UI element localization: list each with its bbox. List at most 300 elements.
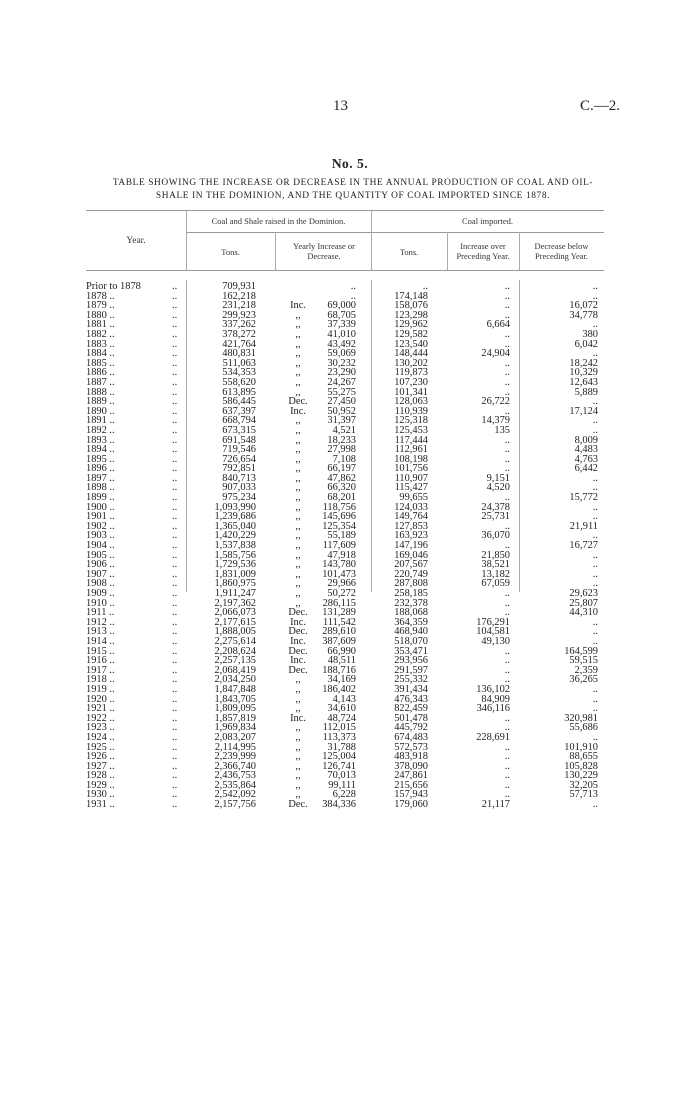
- year-cell: [86, 685, 186, 695]
- change-prefix: ,,: [295, 541, 301, 551]
- increase-cell: ..: [504, 310, 510, 321]
- yearly-change-cell: [278, 714, 366, 724]
- leader-dots: ..: [172, 723, 178, 733]
- decrease-cell: 105,828: [564, 761, 598, 772]
- change-prefix: ,,: [295, 329, 301, 340]
- change-amount: 4,143: [332, 694, 356, 705]
- year-label: 1920 ..: [86, 694, 115, 705]
- change-amount: 48,724: [327, 713, 356, 724]
- year-label: 1930 ..: [86, 790, 115, 801]
- year-cell: [86, 301, 186, 311]
- year-cell: [86, 388, 186, 398]
- change-prefix: ,,: [295, 732, 301, 743]
- table-row: [86, 407, 608, 417]
- header-yearly-change: Yearly Increase or Decrease.: [293, 241, 355, 261]
- tons-cell: 1,729,536: [214, 560, 256, 570]
- increase-cell: 228,691: [476, 732, 510, 743]
- leader-dots: ..: [172, 560, 178, 570]
- table-row: [86, 733, 608, 743]
- increase-cell: 13,182: [481, 569, 510, 580]
- decrease-cell: ..: [592, 502, 598, 513]
- table-row: [86, 282, 608, 292]
- leader-dots: ..: [172, 771, 178, 781]
- increase-cell: ..: [504, 541, 510, 551]
- year-cell: [86, 647, 186, 657]
- year-label: 1889 ..: [86, 397, 115, 407]
- imported-tons-cell: 378,090: [394, 761, 428, 772]
- tons-cell: 668,794: [222, 416, 256, 426]
- increase-cell: ..: [504, 368, 510, 378]
- leader-dots: ..: [172, 684, 178, 695]
- production-table: [86, 282, 608, 810]
- table-row: [86, 695, 608, 705]
- table-row: [86, 445, 608, 455]
- tons-cell: 1,831,009: [214, 569, 256, 580]
- tons-cell: 1,093,990: [214, 502, 256, 513]
- decrease-cell: 34,778: [569, 310, 598, 321]
- change-amount: 118,756: [322, 502, 356, 513]
- year-cell: [86, 359, 186, 369]
- year-cell: [86, 349, 186, 359]
- increase-cell: 346,116: [476, 704, 510, 714]
- change-prefix: ,,: [295, 435, 301, 446]
- decrease-cell: ..: [592, 483, 598, 494]
- increase-cell: ..: [504, 608, 510, 618]
- increase-cell: ..: [504, 665, 510, 676]
- tons-cell: 480,831: [222, 349, 256, 359]
- leader-dots: ..: [172, 598, 178, 609]
- table-row: [86, 618, 608, 628]
- change-amount: 113,373: [322, 732, 356, 743]
- change-prefix: ,,: [295, 368, 301, 378]
- year-label: 1905 ..: [86, 550, 115, 561]
- change-prefix: ,,: [295, 473, 301, 484]
- imported-tons-cell: 123,298: [394, 310, 428, 321]
- tons-cell: 673,315: [222, 425, 256, 436]
- change-prefix: Dec.: [288, 665, 308, 676]
- change-prefix: ,,: [295, 493, 301, 503]
- change-amount: 30,232: [327, 358, 356, 369]
- leader-dots: ..: [172, 752, 178, 762]
- leader-dots: ..: [172, 502, 178, 513]
- increase-cell: ..: [504, 339, 510, 350]
- decrease-cell: 6,442: [574, 464, 598, 474]
- imported-tons-cell: 247,861: [394, 771, 428, 781]
- year-cell: [86, 599, 186, 609]
- change-prefix: ,,: [295, 675, 301, 685]
- change-amount: 70,013: [327, 771, 356, 781]
- imported-tons-cell: 125,453: [394, 425, 428, 436]
- increase-cell: 9,151: [486, 473, 510, 484]
- change-prefix: Inc.: [290, 617, 306, 628]
- year-label: 1927 ..: [86, 761, 115, 772]
- increase-cell: ..: [504, 291, 510, 302]
- tons-cell: 726,654: [222, 454, 256, 465]
- increase-cell: 136,102: [476, 684, 510, 695]
- leader-dots: ..: [172, 780, 178, 791]
- table-row: [86, 771, 608, 781]
- yearly-change-cell: [278, 560, 366, 570]
- tons-cell: 1,860,975: [214, 579, 256, 589]
- change-amount: 143,780: [322, 560, 356, 570]
- decrease-cell: ..: [592, 579, 598, 589]
- year-cell: [86, 627, 186, 637]
- increase-cell: ..: [504, 752, 510, 762]
- leader-dots: ..: [172, 282, 178, 292]
- yearly-change-cell: [278, 733, 366, 743]
- leader-dots: ..: [172, 742, 178, 753]
- imported-tons-cell: 130,202: [394, 358, 428, 369]
- yearly-change-cell: [278, 800, 366, 810]
- year-cell: [86, 378, 186, 388]
- decrease-cell: 44,310: [569, 608, 598, 618]
- decrease-cell: 6,042: [574, 339, 598, 350]
- tons-cell: 1,969,834: [214, 723, 256, 733]
- yearly-change-cell: [278, 340, 366, 350]
- change-amount: 59,069: [327, 349, 356, 359]
- decrease-cell: ..: [592, 636, 598, 647]
- increase-cell: ..: [504, 723, 510, 733]
- change-amount: 23,290: [327, 368, 356, 378]
- leader-dots: ..: [172, 589, 178, 599]
- table-row: [86, 503, 608, 513]
- year-label: 1882 ..: [86, 329, 115, 340]
- decrease-cell: 36,265: [569, 675, 598, 685]
- year-label: 1923 ..: [86, 723, 115, 733]
- tons-cell: 337,262: [222, 320, 256, 330]
- change-prefix: ,,: [295, 445, 301, 455]
- year-label: 1897 ..: [86, 473, 115, 484]
- imported-tons-cell: 123,540: [394, 339, 428, 350]
- year-cell: [86, 570, 186, 580]
- imported-tons-cell: 112,961: [394, 445, 428, 455]
- increase-cell: ..: [504, 790, 510, 801]
- change-prefix: ,,: [295, 464, 301, 474]
- year-cell: [86, 531, 186, 541]
- yearly-change-cell: [278, 407, 366, 417]
- tons-cell: 1,809,095: [214, 704, 256, 714]
- change-amount: 7,108: [332, 454, 356, 465]
- year-cell: [86, 637, 186, 647]
- change-prefix: ,,: [295, 598, 301, 609]
- table-row: [86, 762, 608, 772]
- page-number: 13: [333, 98, 348, 114]
- change-prefix: ,,: [295, 589, 301, 599]
- imported-tons-cell: 518,070: [394, 636, 428, 647]
- change-amount: 66,320: [327, 483, 356, 494]
- year-cell: [86, 522, 186, 532]
- year-label: 1892 ..: [86, 425, 115, 436]
- decrease-cell: 12,643: [569, 377, 598, 388]
- increase-cell: 6,664: [486, 320, 510, 330]
- change-amount: 48,511: [327, 656, 356, 666]
- change-prefix: ,,: [295, 377, 301, 388]
- year-label: 1899 ..: [86, 493, 115, 503]
- table-row: [86, 320, 608, 330]
- tons-cell: 1,420,229: [214, 531, 256, 542]
- yearly-change-cell: [278, 282, 366, 292]
- imported-tons-cell: 157,943: [394, 790, 428, 801]
- change-amount: 66,197: [327, 464, 356, 474]
- imported-tons-cell: 258,185: [394, 589, 428, 599]
- yearly-change-cell: [278, 675, 366, 685]
- change-amount: 387,609: [322, 636, 356, 647]
- table-row: [86, 464, 608, 474]
- tons-cell: 511,063: [222, 358, 256, 369]
- change-prefix: ,,: [295, 387, 301, 398]
- year-cell: [86, 608, 186, 618]
- year-label: 1884 ..: [86, 349, 115, 359]
- year-label: 1881 ..: [86, 320, 115, 330]
- leader-dots: ..: [172, 349, 178, 359]
- leader-dots: ..: [172, 800, 178, 810]
- tons-cell: 378,272: [222, 329, 256, 340]
- change-amount: ..: [350, 291, 356, 302]
- leader-dots: ..: [172, 425, 178, 436]
- header-bottom-rule: [86, 270, 604, 271]
- leader-dots: ..: [172, 291, 178, 302]
- increase-cell: 36,070: [481, 531, 510, 542]
- table-row: [86, 531, 608, 541]
- year-label: 1911 ..: [86, 608, 115, 618]
- increase-cell: 135: [494, 425, 510, 436]
- decrease-cell: ..: [592, 694, 598, 705]
- change-amount: 69,000: [327, 301, 356, 311]
- year-cell: [86, 330, 186, 340]
- imported-tons-cell: 822,459: [394, 704, 428, 714]
- change-prefix: ,,: [295, 752, 301, 762]
- yearly-change-cell: [278, 656, 366, 666]
- yearly-change-cell: [278, 522, 366, 532]
- year-label: 1895 ..: [86, 454, 115, 465]
- decrease-cell: 18,242: [569, 358, 598, 369]
- change-prefix: Dec.: [288, 608, 308, 618]
- leader-dots: ..: [172, 310, 178, 321]
- imported-tons-cell: 364,359: [394, 617, 428, 628]
- change-amount: 145,696: [322, 512, 356, 522]
- leader-dots: ..: [172, 790, 178, 801]
- tons-cell: 2,436,753: [214, 771, 256, 781]
- change-prefix: ,,: [295, 310, 301, 321]
- increase-cell: ..: [504, 742, 510, 753]
- leader-dots: ..: [172, 569, 178, 580]
- table-row: [86, 723, 608, 733]
- leader-dots: ..: [172, 579, 178, 589]
- tons-cell: 975,234: [222, 493, 256, 503]
- imported-tons-cell: 353,471: [394, 646, 428, 657]
- decrease-cell: 57,713: [569, 790, 598, 801]
- year-label: 1917 ..: [86, 665, 115, 676]
- tons-cell: 2,197,362: [214, 598, 256, 609]
- year-cell: [86, 445, 186, 455]
- increase-cell: ..: [504, 713, 510, 724]
- yearly-change-cell: [278, 531, 366, 541]
- change-prefix: ,,: [295, 694, 301, 705]
- increase-cell: ..: [504, 435, 510, 446]
- yearly-change-cell: [278, 397, 366, 407]
- year-label: 1918 ..: [86, 675, 115, 685]
- decrease-cell: 380: [582, 329, 598, 340]
- imported-tons-cell: 128,063: [394, 397, 428, 407]
- yearly-change-cell: [278, 704, 366, 714]
- tons-cell: 1,843,705: [214, 694, 256, 705]
- imported-tons-cell: 119,873: [394, 368, 428, 378]
- change-amount: 27,450: [327, 397, 356, 407]
- leader-dots: ..: [172, 377, 178, 388]
- increase-cell: ..: [504, 464, 510, 474]
- change-prefix: ,,: [295, 349, 301, 359]
- imported-tons-cell: 129,962: [394, 320, 428, 330]
- year-cell: [86, 416, 186, 426]
- yearly-change-cell: [278, 685, 366, 695]
- imported-tons-cell: 174,148: [394, 291, 428, 302]
- table-row: [86, 656, 608, 666]
- decrease-cell: 4,763: [574, 454, 598, 465]
- change-prefix: Inc.: [290, 301, 306, 311]
- decrease-cell: ..: [592, 617, 598, 628]
- decrease-cell: 4,483: [574, 445, 598, 455]
- year-cell: [86, 503, 186, 513]
- year-cell: [86, 743, 186, 753]
- imported-tons-cell: 101,341: [394, 387, 428, 398]
- yearly-change-cell: [278, 512, 366, 522]
- change-amount: 47,862: [327, 473, 356, 484]
- change-prefix: Dec.: [288, 646, 308, 657]
- year-cell: [86, 695, 186, 705]
- leader-dots: ..: [172, 301, 178, 311]
- imported-tons-cell: 391,434: [394, 684, 428, 695]
- yearly-change-cell: [278, 666, 366, 676]
- table-row: [86, 512, 608, 522]
- tons-cell: 2,068,419: [214, 665, 256, 676]
- tons-cell: 719,546: [222, 445, 256, 455]
- table-row: [86, 493, 608, 503]
- change-amount: 111,542: [323, 617, 356, 628]
- leader-dots: ..: [172, 483, 178, 494]
- year-label: 1898 ..: [86, 483, 115, 494]
- tons-cell: 2,034,250: [214, 675, 256, 685]
- table-row: [86, 704, 608, 714]
- table-row: [86, 388, 608, 398]
- increase-cell: ..: [504, 675, 510, 685]
- change-prefix: ,,: [295, 780, 301, 791]
- imported-tons-cell: 572,573: [394, 742, 428, 753]
- change-prefix: Dec.: [288, 397, 308, 407]
- document-reference: C.—2.: [579, 98, 620, 114]
- year-cell: [86, 541, 186, 551]
- tons-cell: 2,542,092: [214, 790, 256, 801]
- decrease-cell: 29,623: [569, 589, 598, 599]
- year-label: 1912 ..: [86, 617, 115, 628]
- increase-cell: ..: [504, 598, 510, 609]
- imported-tons-cell: 215,656: [394, 780, 428, 791]
- yearly-change-cell: [278, 723, 366, 733]
- table-row: [86, 426, 608, 436]
- table-row: [86, 752, 608, 762]
- yearly-change-cell: [278, 743, 366, 753]
- leader-dots: ..: [172, 368, 178, 378]
- increase-cell: 26,722: [481, 397, 510, 407]
- imported-tons-cell: 148,444: [394, 349, 428, 359]
- imported-tons-cell: 188,068: [394, 608, 428, 618]
- increase-cell: 104,581: [476, 627, 510, 637]
- imported-tons-cell: 108,198: [394, 454, 428, 465]
- change-prefix: ,,: [295, 483, 301, 494]
- year-label: 1879 ..: [86, 301, 115, 311]
- imported-tons-cell: 110,907: [394, 473, 428, 484]
- imported-tons-cell: 293,956: [394, 656, 428, 666]
- tons-cell: 2,535,864: [214, 780, 256, 791]
- table-row: [86, 416, 608, 426]
- table-row: [86, 301, 608, 311]
- change-amount: 24,267: [327, 377, 356, 388]
- tons-cell: 1,847,848: [214, 684, 256, 695]
- yearly-change-cell: [278, 483, 366, 493]
- change-prefix: ,,: [295, 512, 301, 522]
- leader-dots: ..: [172, 320, 178, 330]
- tons-cell: 2,177,615: [214, 617, 256, 628]
- change-prefix: ,,: [295, 771, 301, 781]
- tons-cell: 1,585,756: [214, 550, 256, 561]
- leader-dots: ..: [172, 358, 178, 369]
- year-cell: [86, 790, 186, 800]
- leader-dots: ..: [172, 473, 178, 484]
- year-label: 1887 ..: [86, 377, 115, 388]
- year-label: 1910 ..: [86, 598, 115, 609]
- decrease-cell: ..: [592, 512, 598, 522]
- year-label: 1886 ..: [86, 368, 115, 378]
- table-row: [86, 483, 608, 493]
- tons-cell: 1,239,686: [214, 512, 256, 522]
- change-amount: 50,952: [327, 406, 356, 417]
- year-label: 1922 ..: [86, 713, 115, 724]
- leader-dots: ..: [172, 665, 178, 676]
- imported-tons-cell: 501,478: [394, 713, 428, 724]
- increase-cell: 24,378: [481, 502, 510, 513]
- leader-dots: ..: [172, 416, 178, 426]
- increase-cell: 25,731: [481, 512, 510, 522]
- imported-tons-cell: 476,343: [394, 694, 428, 705]
- imported-tons-cell: 158,076: [394, 301, 428, 311]
- decrease-cell: ..: [592, 800, 598, 810]
- tons-cell: 162,218: [222, 291, 256, 302]
- leader-dots: ..: [172, 339, 178, 350]
- leader-dots: ..: [172, 675, 178, 685]
- table-row: [86, 292, 608, 302]
- imported-tons-cell: 207,567: [394, 560, 428, 570]
- tons-cell: 613,895: [222, 387, 256, 398]
- imported-tons-cell: ..: [422, 282, 428, 292]
- table-row: [86, 349, 608, 359]
- tons-cell: 709,931: [222, 282, 256, 292]
- table-row: [86, 359, 608, 369]
- tons-cell: 1,888,005: [214, 627, 256, 637]
- year-cell: [86, 714, 186, 724]
- header-decrease: Decrease below Preceding Year.: [534, 241, 589, 261]
- yearly-change-cell: [278, 503, 366, 513]
- decrease-cell: 16,072: [569, 301, 598, 311]
- decrease-cell: ..: [592, 704, 598, 714]
- change-prefix: ,,: [295, 502, 301, 513]
- year-cell: [86, 340, 186, 350]
- yearly-change-cell: [278, 359, 366, 369]
- yearly-change-cell: [278, 368, 366, 378]
- change-amount: 125,004: [322, 752, 356, 762]
- yearly-change-cell: [278, 493, 366, 503]
- decrease-cell: 5,889: [574, 387, 598, 398]
- imported-tons-cell: 124,033: [394, 502, 428, 513]
- yearly-change-cell: [278, 762, 366, 772]
